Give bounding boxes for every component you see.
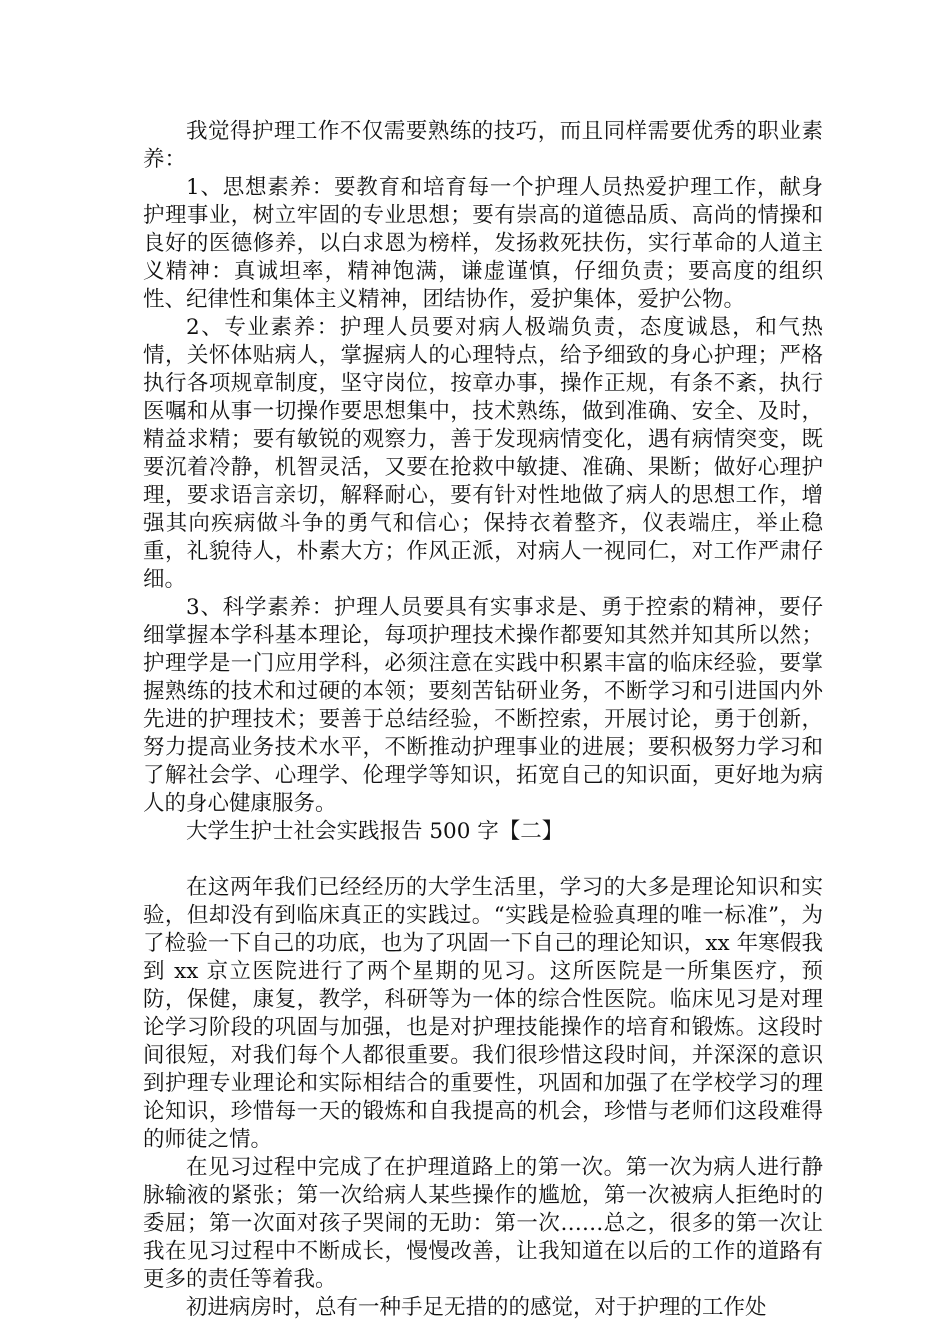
section-heading: 大学生护士社会实践报告 500 字【二】 [186,819,564,844]
paragraph-internship-intro: 在这两年我们已经经历的大学生活里，学习的大多是理论知识和实验，但却没有到临床真正的实践过。“实践是检验真理的唯一标准”，为了检验一下自己的功底，也为了巩固一下自己的理论知识，xx 年寒假我到 xx 京立医院进行了两个星期的见习。这所医院是一所集医疗，预防，保健，康复，教学，科研等为一体的综合性医院。临床见习是对理论学习阶段的巩固与加强，也是对护理技能操作的培育和锻炼。这段时间很短，对我们每个人都很重要。我们很珍惜这段时间，并深深的意识到护理专业理论和实际相结合的重要性，巩固和加强了在学校学习的理论知识，珍惜每一天的锻炼和自我提高的机会，珍惜与老师们这段难得的师徒之情。 [143,875,823,1152]
blank-line [143,846,823,874]
paragraph-first-times: 在见习过程中完成了在护理道路上的第一次。第一次为病人进行静脉输液的紧张；第一次给病人某些操作的尴尬，第一次被病人拒绝时的委屈；第一次面对孩子哭闹的无助：第一次……总之，很多的第一次让我在见习过程中不断成长，慢慢改善，让我知道在以后的工作的道路有更多的责任等着我。 [143,1155,823,1292]
paragraph-intro: 我觉得护理工作不仅需要熟练的技巧，而且同样需要优秀的职业素养： [143,119,823,172]
paragraph-ideological-quality: 1、思想素养：要教育和培育每一个护理人员热爱护理工作，献身护理事业，树立牢固的专业思想；要有崇高的道德品质、高尚的情操和良好的医德修养，以白求恩为榜样，发扬救死扶伤，实行革命的人道主义精神：真诚坦率，精神饱满，谦虚谨慎，仔细负责；要高度的组织性、纪律性和集体主义精神，团结协作，爱护集体，爱护公物。 [143,175,823,312]
document-page [143,118,823,1322]
paragraph-scientific-quality: 3、科学素养：护理人员要具有实事求是、勇于控索的精神，要仔细掌握本学科基本理论，每项护理技术操作都要知其然并知其所以然；护理学是一门应用学科，必须注意在实践中积累丰富的临床经验，要掌握熟练的技术和过硬的本领；要刻苦钻研业务，不断学习和引进国内外先进的护理技术；要善于总结经验，不断控索，开展讨论，勇于创新，努力提高业务技术水平，不断推动护理事业的进展；要积极努力学习和了解社会学、心理学、伦理学等知识，拓宽自己的知识面，更好地为病人的身心健康服务。 [143,595,823,816]
paragraph-professional-quality: 2、专业素养：护理人员要对病人极端负责，态度诚恳，和气热情，关怀体贴病人，掌握病人的心理特点，给予细致的身心护理；严格执行各项规章制度，坚守岗位，按章办事，操作正规，有条不紊，执行医嘱和从事一切操作要思想集中，技术熟练，做到准确、安全、及时，精益求精；要有敏锐的观察力，善于发现病情变化，遇有病情突变，既要沉着冷静，机智灵活，又要在抢救中敏捷、准确、果断；做好心理护理，要求语言亲切，解释耐心，要有针对性地做了病人的思想工作，增强其向疾病做斗争的勇气和信心；保持衣着整齐，仪表端庄，举止稳重，礼貌待人，朴素大方；作风正派，对病人一视同仁，对工作严肃仔细。 [143,315,823,592]
paragraph-entering-ward: 初进病房时，总有一种手足无措的的感觉，对于护理的工作处 [186,1295,767,1320]
